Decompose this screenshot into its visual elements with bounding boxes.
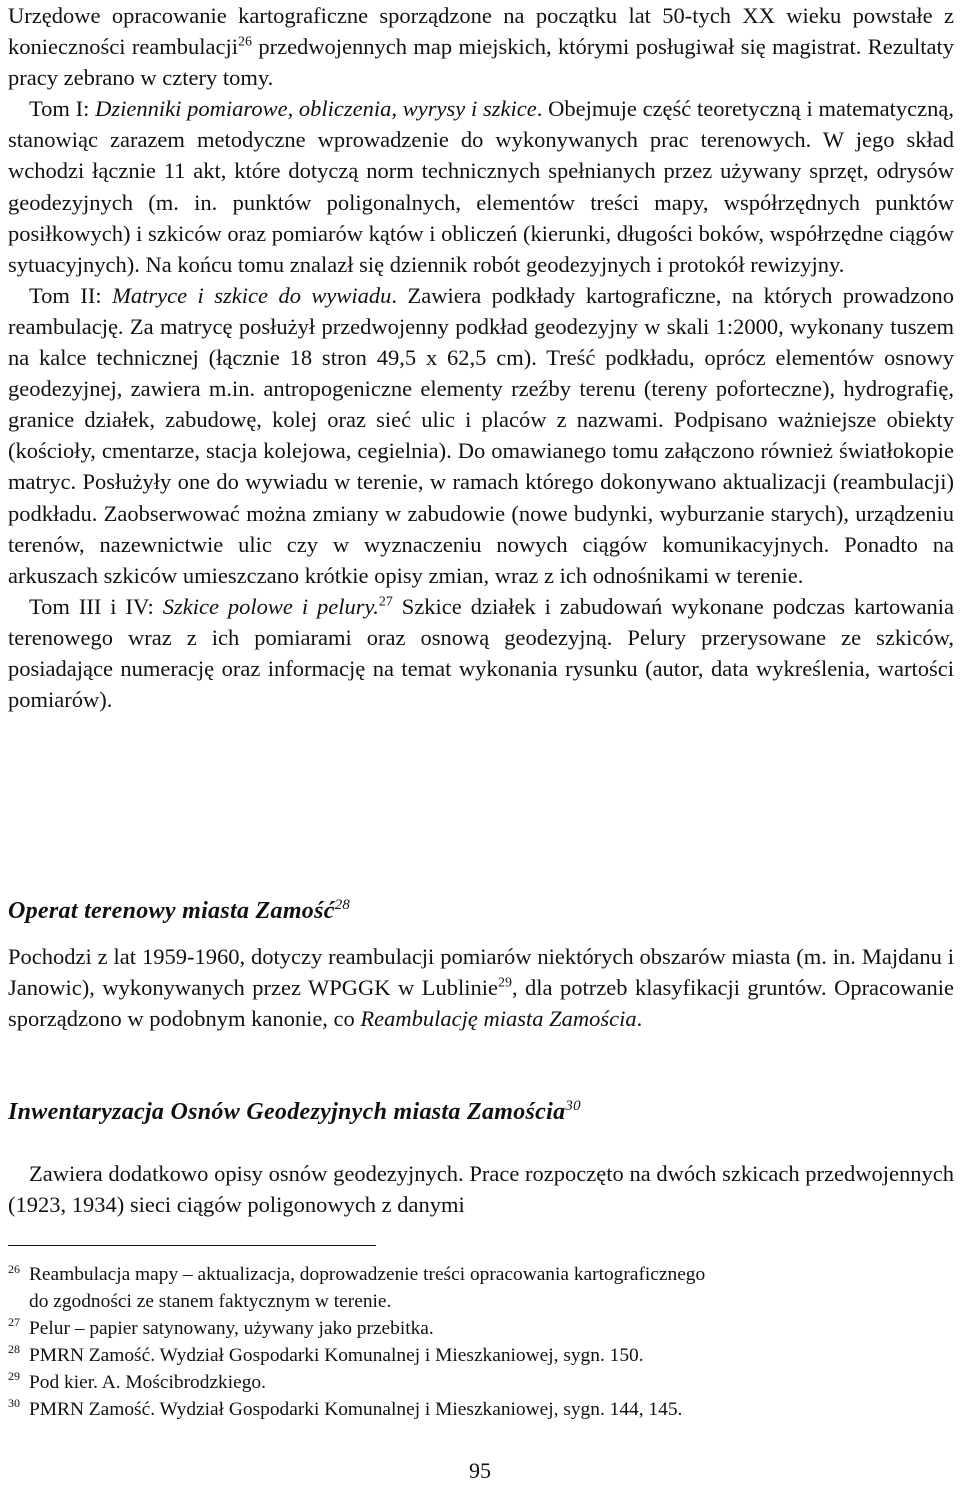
- tom-2-paragraph: Tom II: Matryce i szkice do wywiadu. Zawiera podkłady kartograficzne, na których prowadzono reambulację. Za matrycę posłużył przedwojenny podkład geodezyjny w skali 1:2000, wykonany tuszem na kalce technicznej (łącznie 18 stron 49,5 x 62,5 cm). Treść podkładu, oprócz elementów osnowy geodezyjnej, zawiera m.in. antropogeniczne elementy rzeźby terenu (tereny pofortеczne), hydrografię, granice działek, zabudowę, kolej oraz sieć ulic i placów z nazwami. Podpisano ważniejsze obiekty (kościoły, cmentarze, stacja kolejowa, cegielnia). Do omawianego tomu załączono również światłokopie matryc. Posłużyły one do wywiadu w terenie, w ramach którego dokonywano aktualizacji (reambulacji) podkładu. Zaobserwować można zmiany w zabudowie (nowe budynki, wyburzanie starych), urządzeniu terenów, nazewnictwie ulic czy w wyznaczeniu nowych ciągów komunikacyjnych. Ponadto na arkuszach szkiców umieszczano krótkie opisy zmian, wraz z ich odnośnikami w terenie.: [8, 282, 955, 588]
- section-reambulacja: [8, 0, 954, 715]
- page-number: 95: [469, 1458, 491, 1483]
- intro-paragraph: Urzędowe opracowanie kartograficzne sporządzone na początku lat 50-tych XX wieku powstałe z konieczności reambulacji$^{26}$ przedwojennych map miejskich, którymi posługiwał się magistrat. Rezultaty pracy zebrano w cztery tomy.: [8, 3, 955, 91]
- tom-1-title: Dzienniki pomiarowe, obliczenia, wyrysy i szkice: [95, 96, 537, 122]
- tom-3-4-title: Szkice polowe i pelury.: [162, 593, 379, 619]
- heading-inwentaryzacja: Inwentaryzacja Osnów Geodezyjnych miasta Zamościa$^{30}$: [8, 1098, 581, 1125]
- tom-2-title: Matryce i szkice do wywiadu: [112, 282, 392, 308]
- footnotes: [8, 1262, 954, 1423]
- footnote-26: 26 Reambulacja mapy – aktualizacja, doprowadzenie treści opracowania kartograficznego: [8, 1261, 706, 1285]
- footnote-ref-27[interactable]: 27: [378, 594, 393, 610]
- footnote-28: 28 PMRN Zamość. Wydział Gospodarki Komunalnej i Mieszkaniowej, sygn. 150.: [8, 1342, 644, 1366]
- inwentaryzacja-paragraph: Zawiera dodatkowo opisy osnów geodezyjnych. Prace rozpoczęto na dwóch szkicach przedwojennych (1923, 1934) sieci ciągów poligonowych z danymi: [8, 1161, 954, 1218]
- reambulacja-title: Reambulację miasta Zamościa: [360, 1006, 637, 1032]
- footnote-ref-30[interactable]: 30: [565, 1098, 581, 1114]
- footnote-divider: [8, 1245, 376, 1246]
- footnote-ref-26[interactable]: 26: [238, 34, 252, 50]
- footnote-29: 29 Pod kier. A. Mościbrodzkiego.: [8, 1369, 266, 1393]
- operat-paragraph: Pochodzi z lat 1959-1960, dotyczy reambulacji pomiarów niektórych obszarów miasta (m. in. Majdanu i Janowic), wykonywanych przez WPGGK w Lublinie$^{29}$, dla potrzeb klasyfikacji gruntów. Opracowanie sporządzono w podobnym kanonie, co Reambulację miasta Zamościa.: [8, 944, 955, 1032]
- footnote-30: 30 PMRN Zamość. Wydział Gospodarki Komunalnej i Mieszkaniowej, sygn. 144, 145.: [8, 1396, 683, 1420]
- section-operat-terenowy: [8, 941, 954, 1034]
- footnote-26-continued: do zgodności ze stanem faktycznym w terenie.: [29, 1290, 392, 1312]
- section-inwentaryzacja: [8, 1158, 954, 1220]
- footnote-ref-29[interactable]: 29: [498, 975, 512, 991]
- heading-operat-terenowy: Operat terenowy miasta Zamość$^{28}$: [8, 897, 351, 924]
- footnote-27: 27 Pelur – papier satynowany, używany jako przebitka.: [8, 1315, 434, 1339]
- footnote-ref-28[interactable]: 28: [334, 897, 351, 913]
- tom-3-4-paragraph: Tom III i IV: Szkice polowe i pelury.$^{27}$ Szkice działek i zabudowań wykonane podczas kartowania terenowego wraz z ich pomiarami oraz osnową geodezyjną. Pelury przerysowane ze szkiców, posiadające numerację oraz informację na temat wykonania rysunku (autor, data wykreślenia, wartości pomiarów).: [8, 593, 954, 713]
- tom-1-paragraph: Tom I: Dzienniki pomiarowe, obliczenia, wyrysy i szkice. Obejmuje część teoretyczną i matematyczną, stanowiąc zarazem metodyczne wprowadzenie do wykonywanych prac terenowych. W jego skład wchodzi łącznie 11 akt, które dotyczą norm technicznych spełnianych przez używany sprzęt, odrysów geodezyjnych (m. in. punktów poligonalnych, elementów treści mapy, współrzędnych punktów posiłkowych) i szkiców oraz pomiarów kątów i obliczeń (kierunki, długości boków, współrzędne ciągów sytuacyjnych). Na końcu tomu znalazł się dziennik robót geodezyjnych i protokół rewizyjny.: [8, 96, 954, 277]
